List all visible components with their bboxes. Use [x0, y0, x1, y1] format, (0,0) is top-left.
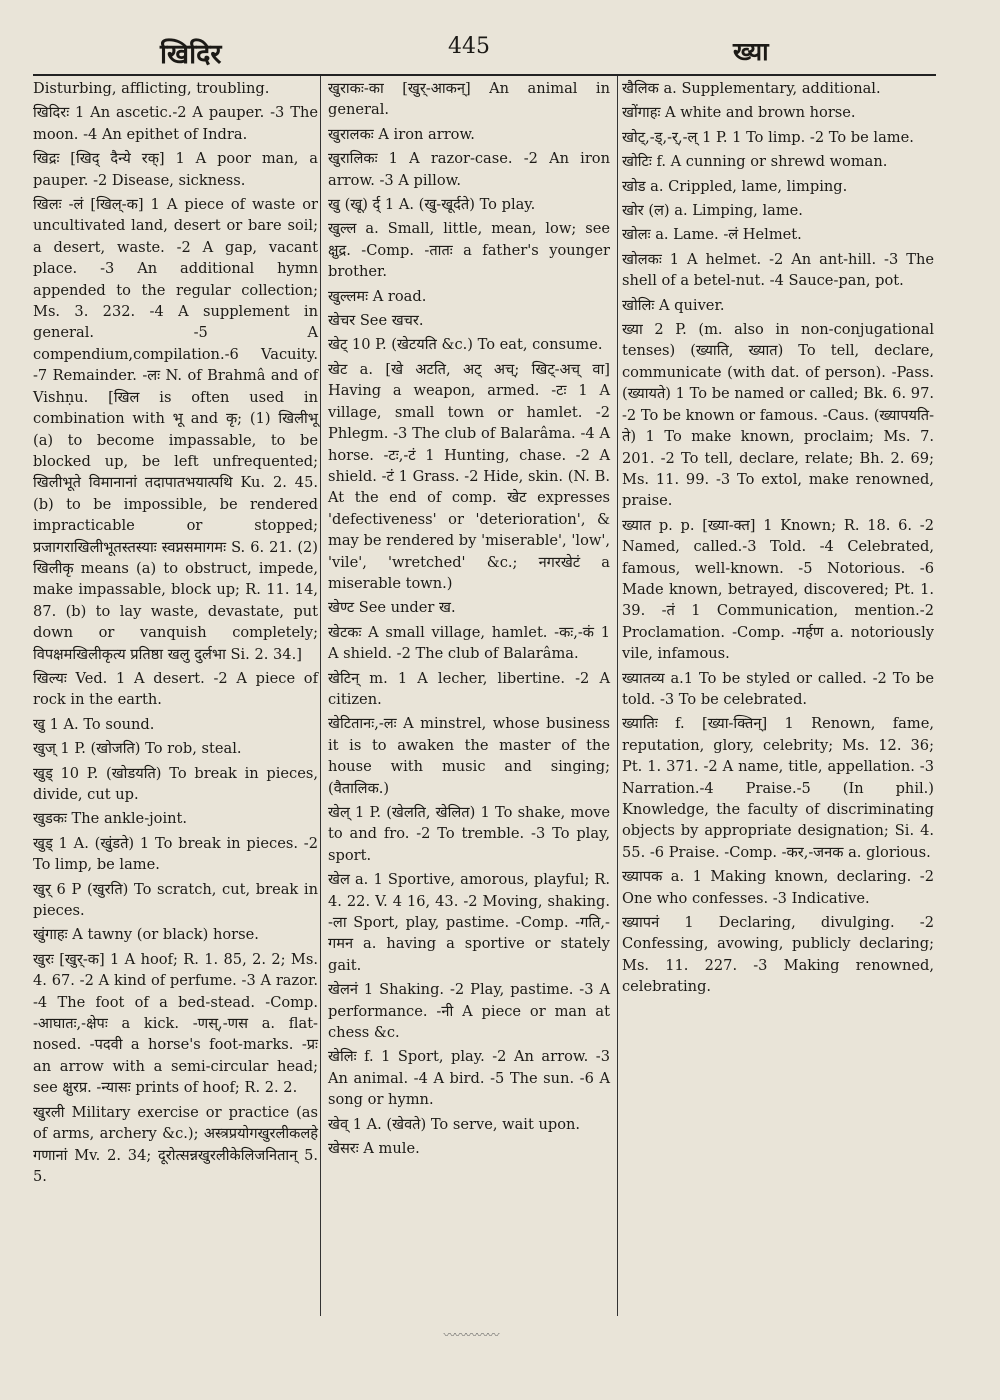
entry: खोलिः A quiver.: [622, 296, 725, 314]
entry: ख्यातव्य a.1 To be styled or called. -2 To be told. -3 To be celebrated.: [622, 669, 934, 708]
entry: खुरालकः A iron arrow.: [328, 125, 475, 143]
entry: खिद्रः [खिद् दैन्ये रक्] 1 A poor man, a pauper. -2 Disease, sickness.: [33, 150, 318, 189]
entry: खुल्ल a. Small, little, mean, low; see क्षुद्र. -Comp. -तातः a father's younger brother.: [328, 220, 610, 281]
entry: खुज् 1 P. (खोजति) To rob, steal.: [33, 740, 242, 758]
entry: खेट a. [खे अटति, अट् अच्; खिट्-अच् वा] Having a weapon, armed. -टः 1 A village, small town or hamlet. -2 Phlegm. -3 The club of Balarâma. -4 A horse. -टः,-टं 1 Hunting, chase. -2 A shield. -टं 1 Grass. -2 Hide, skin. (N. B. At the end of comp. खेट expresses 'defectiveness' or 'deterioration', & may be rendered by 'miserable', 'low', 'vile', 'wretched' &c.; नगरखेटं a miserable town.): [328, 360, 610, 592]
column-divider: [617, 76, 618, 1316]
entry: खेण्ट See under ख.: [328, 599, 456, 617]
entry: खेव् 1 A. (खेवते) To serve, wait upon.: [328, 1115, 581, 1133]
page-number: 445: [448, 34, 490, 59]
running-header: [0, 30, 1000, 70]
entry: खुरः [खुर्-क] 1 A hoof; R. 1. 85, 2. 2; Ms. 4. 67. -2 A kind of perfume. -3 A razor. -4 The foot of a bed-stead. -Comp. -आघातः,-क्षेपः a kick. -णस्,-णस a. flat-nosed. -पदवी a horse's foot-marks. -प्रः an arrow with a semi-circular head; see क्षुरप्र. -न्यासः prints of hoof; R. 2. 2.: [33, 950, 318, 1097]
header-left-word: खिदिर: [160, 39, 222, 70]
header-right-word: ख्या: [733, 37, 769, 66]
header-rule: [33, 74, 936, 76]
entry: खेटितानः,-लः A minstrel, whose business it is to awaken the master of the house with music and singing; (वैतालिक.): [328, 715, 610, 797]
entry: खिल्यः Ved. 1 A desert. -2 A piece of rock in the earth.: [33, 669, 318, 709]
entry: खोलः a. Lame. -लं Helmet.: [622, 226, 802, 244]
page-end-ornament: 〰〰〰〰〰: [443, 1328, 499, 1342]
entry: खुंगाहः A tawny (or black) horse.: [33, 926, 259, 944]
entry: ख्यात p. p. [ख्या-क्त] 1 Known; R. 18. 6. -2 Named, called.-3 Told. -4 Celebrated, famous, well-known. -5 Notorious. -6 Made known, betrayed, discovered; Pt. 1. 39. -तं 1 Communication, mention.-2 Proclamation. -Comp. -गर्हण a. notoriously vile, infamous.: [622, 516, 934, 663]
entry: खेलिः f. 1 Sport, play. -2 An arrow. -3 An animal. -4 A bird. -5 The sun. -6 A song or hymn.: [328, 1048, 610, 1109]
entry: खेसरः A mule.: [328, 1140, 420, 1158]
column-divider: [320, 76, 321, 1316]
entry: खेट् 10 P. (खेटयति &c.) To eat, consume.: [328, 336, 603, 354]
entry: खोटिः f. A cunning or shrewd woman.: [622, 153, 888, 171]
entry: खोर (ल) a. Limping, lame.: [622, 202, 803, 220]
column-middle: [328, 78, 610, 1163]
entry: खु 1 A. To sound.: [33, 715, 155, 733]
entry: Disturbing, afflicting, troubling.: [33, 80, 270, 97]
entry: खेटकः A small village, hamlet. -कः,-कं 1 A shield. -2 The club of Balarâma.: [328, 623, 610, 663]
entry: खेटिन् m. 1 A lecher, libertine. -2 A citizen.: [328, 669, 610, 708]
entry: खुरली Military exercise or practice (as of arms, archery &c.); अस्त्रप्रयोगखुरलीकलहे गणानां Mv. 2. 34; दूरोत्सन्नखुरलीकेलिजनितान् 5. 5.: [33, 1103, 318, 1185]
entry: ख्या 2 P. (m. also in non-conjugational tenses) (ख्याति, ख्यात) To tell, declare, communicate (with dat. of person). -Pass. (ख्यायते) 1 To be named or called; Bk. 6. 97. -2 To be known or famous. -Caus. (ख्यापयति-ते) 1 To make known, proclaim; Ms. 7. 201. -2 To tell, declare, relate; Bh. 2. 69; Ms. 11. 99. -3 To extol, make renowned, praise.: [622, 321, 934, 510]
entry: खेल a. 1 Sportive, amorous, playful; R. 4. 22. V. 4 16, 43. -2 Moving, shaking. -ला Sport, play, pastime. -Comp. -गति,-गमन a. having a sportive or stately gait.: [328, 871, 610, 974]
entry: ख्यापनं 1 Declaring, divulging. -2 Confessing, avowing, publicly declaring; Ms. 11. 227. -3 Making renowned, celebrating.: [622, 914, 934, 996]
entry: खैलिक a. Supplementary, additional.: [622, 80, 881, 97]
entry: ख्यापक a. 1 Making known, declaring. -2 One who confesses. -3 Indicative.: [622, 868, 934, 907]
entry: खेचर See खचर.: [328, 312, 424, 330]
entry: खुर् 6 P (खुरति) To scratch, cut, break in pieces.: [33, 880, 318, 920]
column-left: [33, 78, 318, 1190]
entry: खोड a. Crippled, lame, limping.: [622, 177, 848, 195]
entry: खिलः -लं [खिल्-क] 1 A piece of waste or uncultivated land, desert or bare soil; a desert, waste. -2 A gap, vacant place. -3 An additional hymn appended to the regular collection; Ms. 3. 232. -4 A supplement in general. -5 A compendium,compilation.-6 Vacuity. -7 Remainder. -लः N. of Brahmâ and of Vishṇu. [खिल is often used in combination with भू and कृ; (1) खिलीभू (a) to become impassable, to be blocked up, be left unfrequented; खिलीभूते विमानानां तदापातभयात्पथि Ku. 2. 45. (b) to be impossible, be rendered impracticable or stopped; प्रजागराखिलीभूतस्तस्याः स्वप्नसमागमः S. 6. 21. (2) खिलीकृ means (a) to obstruct, impede, make impassable, block up; R. 11. 14, 87. (b) to lay waste, devastate, put down or vanquish completely; विपक्षमखिलीकृत्य प्रतिष्ठा खलु दुर्लभा Si. 2. 34.]: [33, 196, 318, 663]
entry: खिदिरः 1 An ascetic.-2 A pauper. -3 The moon. -4 An epithet of Indra.: [33, 104, 318, 143]
entry: ख्यातिः f. [ख्या-क्तिन्] 1 Renown, fame, reputation, glory, celebrity; Ms. 12. 36; Pt. 1. 371. -2 A name, title, appellation. -3 Narration.-4 Praise.-5 (In phil.) Knowledge, the faculty of discriminating objects by appropriate designation; Si. 4. 55. -6 Praise. -Comp. -कर,-जनक a. glorious.: [622, 715, 934, 861]
entry: खुड् 10 P. (खोडयति) To break in pieces, divide, cut up.: [33, 764, 318, 803]
entry: खुड् 1 A. (खुंडते) 1 To break in pieces. -2 To limp, be lame.: [33, 834, 318, 874]
entry: खुराकः-का [खुर्-आकन्] An animal in general.: [328, 80, 610, 119]
column-right: [622, 78, 934, 1001]
entry: खु (खू) र्द् 1 A. (खु-खूर्दते) To play.: [328, 196, 536, 214]
entry: खुडकः The ankle-joint.: [33, 810, 188, 828]
entry: खेल् 1 P. (खेलति, खेलित) 1 To shake, move to and fro. -2 To tremble. -3 To play, sport.: [328, 804, 610, 864]
entry: खोंगाहः A white and brown horse.: [622, 104, 856, 122]
entry: खुरालिकः 1 A razor-case. -2 An iron arrow. -3 A pillow.: [328, 150, 610, 189]
entry: खोट्,-ड्,-र्,-ल् 1 P. 1 To limp. -2 To be lame.: [622, 128, 914, 146]
entry: खुल्लमः A road.: [328, 287, 427, 305]
entry: खोलकः 1 A helmet. -2 An ant-hill. -3 The shell of a betel-nut. -4 Sauce-pan, pot.: [622, 250, 934, 290]
entry: खेलनं 1 Shaking. -2 Play, pastime. -3 A performance. -नी A piece or man at chess &c.: [328, 981, 610, 1042]
